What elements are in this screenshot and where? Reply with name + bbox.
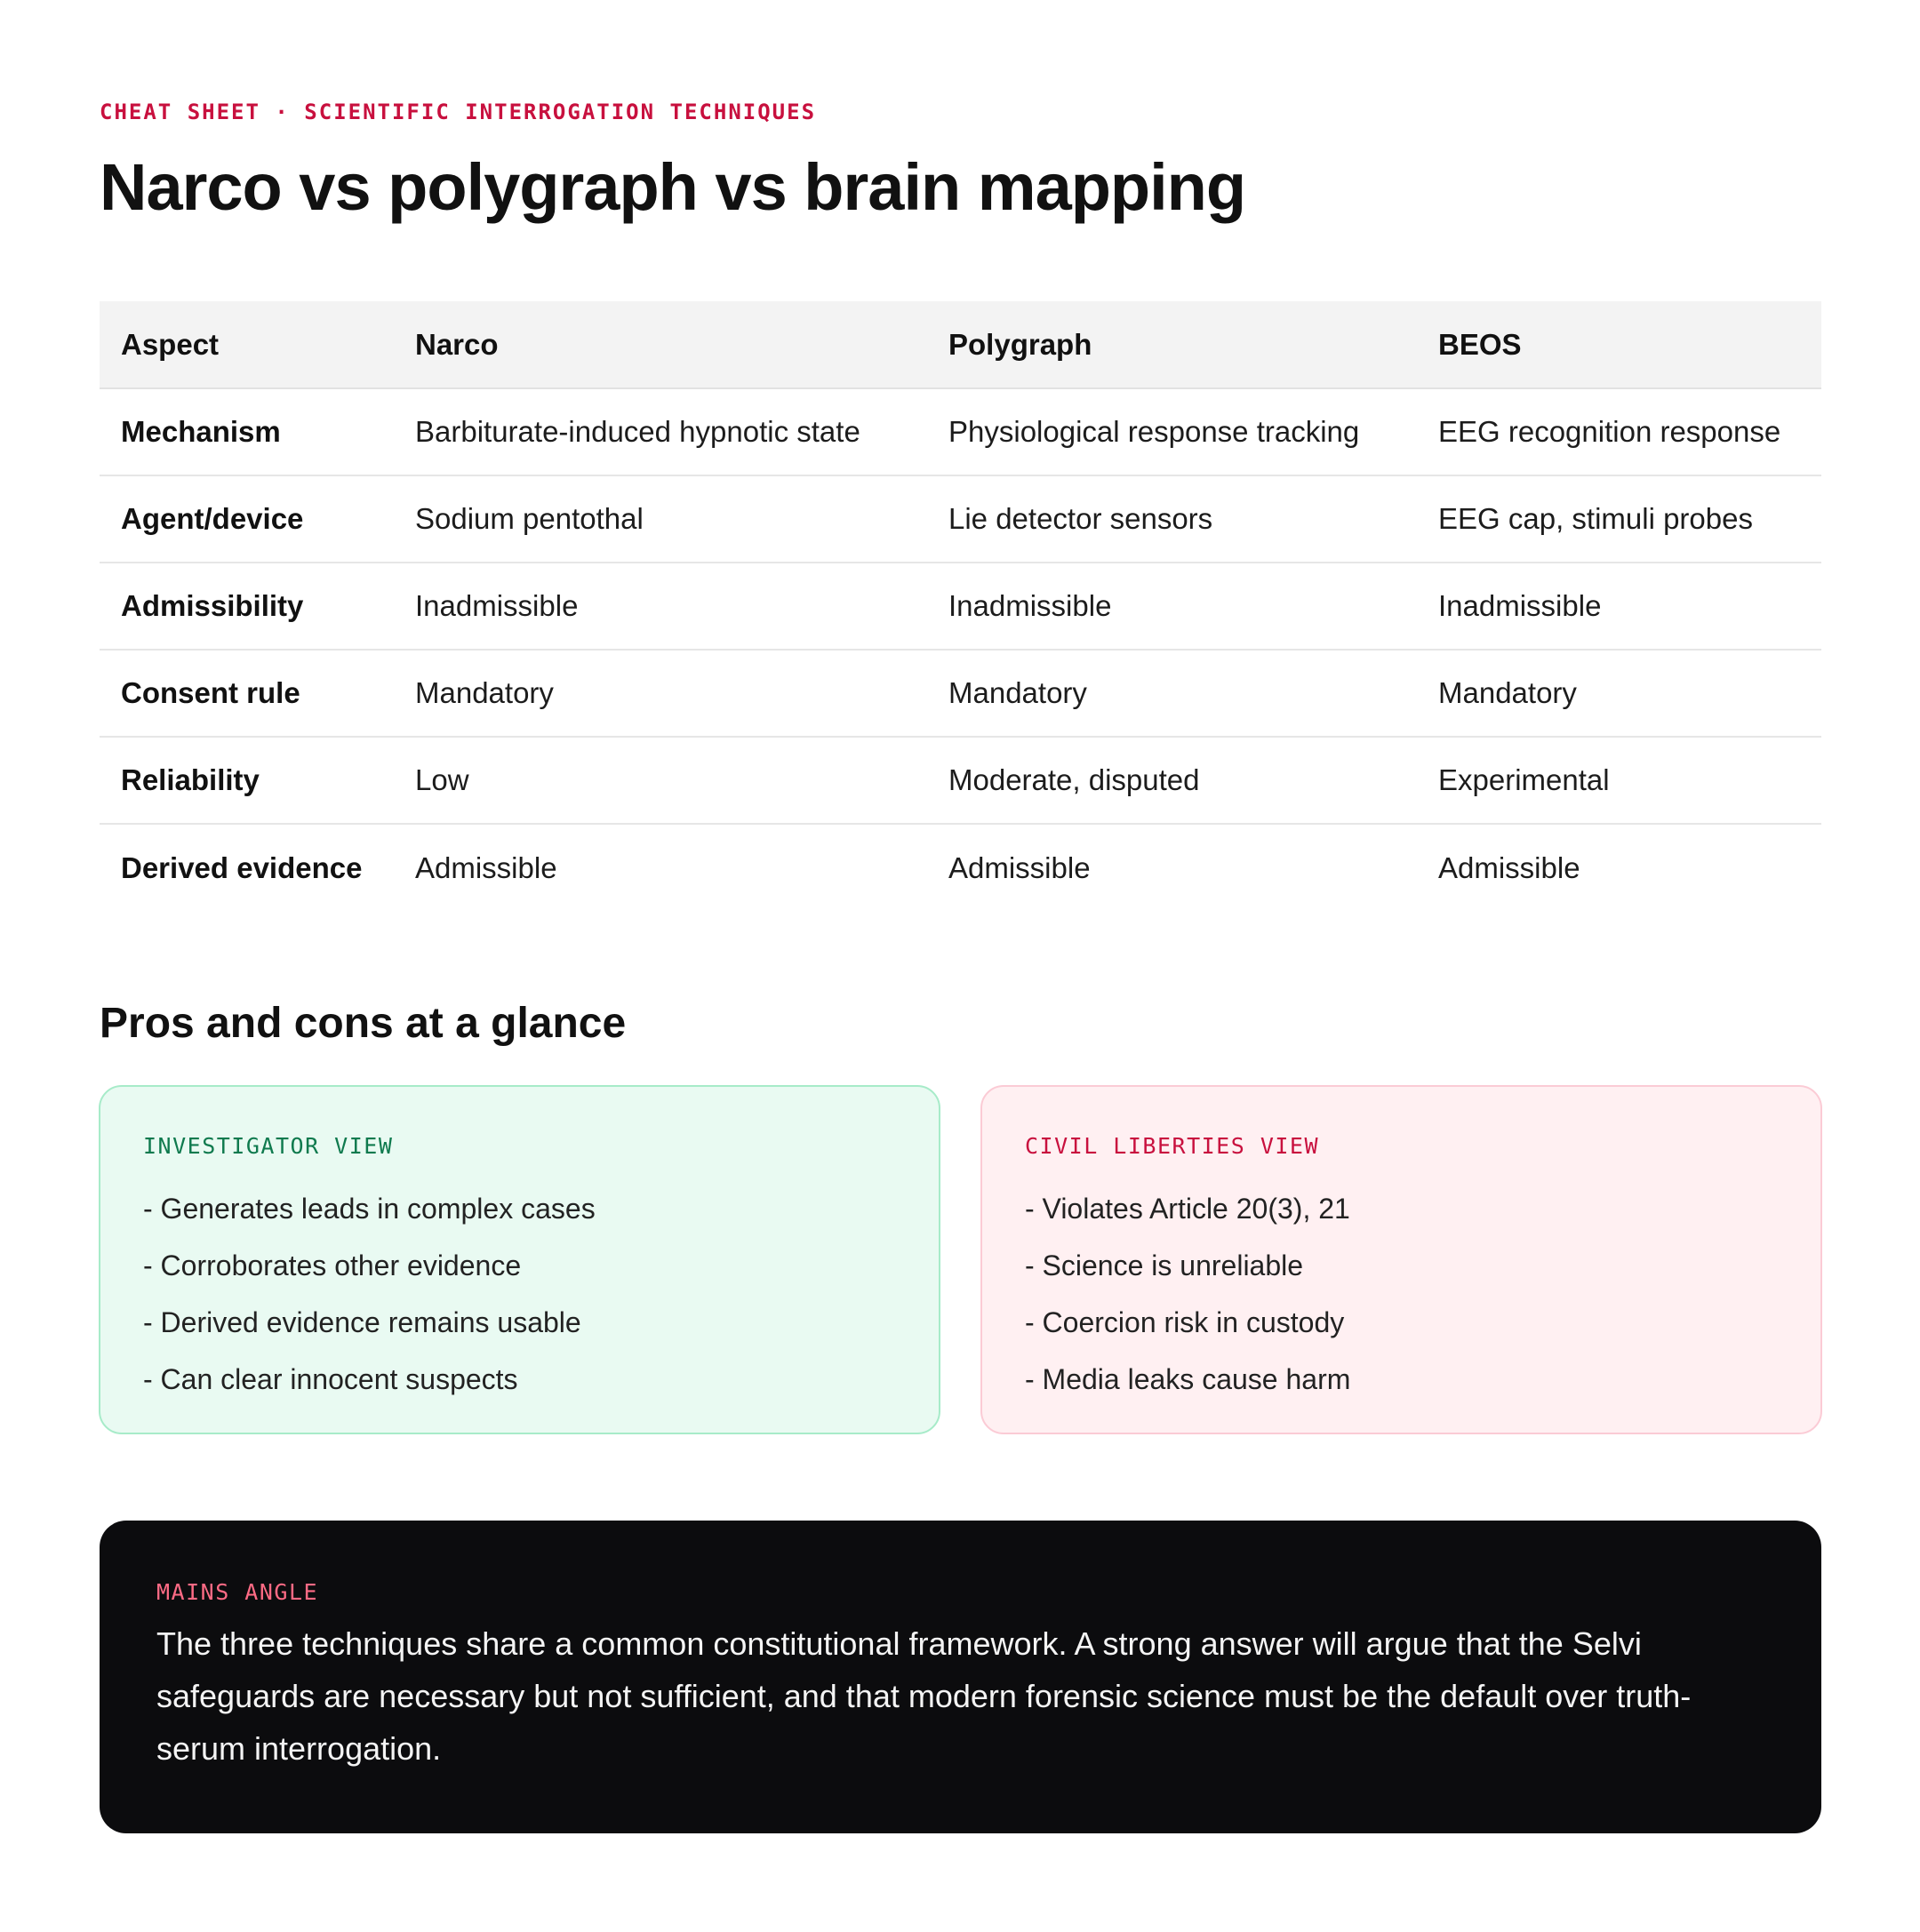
- investigator-view-card: [99, 1085, 940, 1434]
- column-header-aspect: Aspect: [100, 301, 394, 388]
- list-item: - Corroborates other evidence: [143, 1249, 522, 1281]
- list-item: - Derived evidence remains usable: [143, 1306, 581, 1338]
- row-aspect: Derived evidence: [121, 850, 363, 884]
- table-header-row: [100, 301, 1821, 388]
- list-item: - Can clear innocent suspects: [143, 1363, 518, 1395]
- table-cell: Mandatory: [1417, 650, 1821, 737]
- table-cell: Admissible: [948, 850, 1091, 884]
- table-cell: EEG recognition response: [1417, 388, 1821, 475]
- mains-angle-panel: [100, 1521, 1821, 1833]
- list-item: - Generates leads in complex cases: [143, 1193, 596, 1225]
- table-row: [100, 737, 1821, 824]
- table-cell: Inadmissible: [394, 563, 927, 650]
- table-cell: EEG cap, stimuli probes: [1417, 475, 1821, 563]
- column-header-beos: BEOS: [1417, 301, 1821, 388]
- page-kicker: CHEAT SHEET · SCIENTIFIC INTERROGATION TECHNIQUES: [100, 100, 817, 124]
- civil-liberties-view-label: CIVIL LIBERTIES VIEW: [1025, 1133, 1320, 1159]
- investigator-view-label: INVESTIGATOR VIEW: [143, 1133, 394, 1159]
- list-item: - Coercion risk in custody: [1025, 1306, 1345, 1338]
- table-cell: Low: [394, 737, 927, 824]
- table-row: [100, 563, 1821, 650]
- mains-angle-text: The three techniques share a common constitutional framework. A strong answer will argue that the Selvi safeguards are necessary but not sufficient, and that modern forensic science must be the default over truth-serum interrogation.: [156, 1625, 1692, 1767]
- table-cell: Lie detector sensors: [927, 475, 1417, 563]
- mains-angle-label: MAINS ANGLE: [156, 1579, 319, 1605]
- table-cell: Experimental: [1417, 737, 1821, 824]
- table-cell: Physiological response tracking: [927, 388, 1417, 475]
- table-row: [100, 388, 1821, 475]
- row-aspect: Admissibility: [100, 563, 394, 650]
- table-cell: Mandatory: [927, 650, 1417, 737]
- row-aspect: Reliability: [100, 737, 394, 824]
- row-aspect: Mechanism: [100, 388, 394, 475]
- table-row: [100, 824, 1821, 911]
- column-header-polygraph: Polygraph: [927, 301, 1417, 388]
- table-row: [100, 650, 1821, 737]
- table-cell: Moderate, disputed: [927, 737, 1417, 824]
- list-item: - Media leaks cause harm: [1025, 1363, 1351, 1395]
- table-cell: Barbiturate-induced hypnotic state: [394, 388, 927, 475]
- row-aspect: Consent rule: [100, 650, 394, 737]
- list-item: - Science is unreliable: [1025, 1249, 1304, 1281]
- table-cell: Inadmissible: [927, 563, 1417, 650]
- row-aspect: Agent/device: [100, 475, 394, 563]
- table-cell: Admissible: [1438, 850, 1580, 884]
- comparison-table: [100, 301, 1821, 911]
- table-cell: Mandatory: [394, 650, 927, 737]
- civil-liberties-view-list: [1025, 1180, 1778, 1408]
- table-cell: Inadmissible: [1417, 563, 1821, 650]
- table-row: [100, 475, 1821, 563]
- column-header-narco: Narco: [394, 301, 927, 388]
- page-title: Narco vs polygraph vs brain mapping: [100, 150, 1246, 224]
- civil-liberties-view-card: [980, 1085, 1822, 1434]
- table-cell: Sodium pentothal: [394, 475, 927, 563]
- investigator-view-list: [143, 1180, 896, 1408]
- table-cell: Admissible: [415, 850, 557, 884]
- pros-cons-heading: Pros and cons at a glance: [100, 1000, 627, 1047]
- list-item: - Violates Article 20(3), 21: [1025, 1193, 1350, 1225]
